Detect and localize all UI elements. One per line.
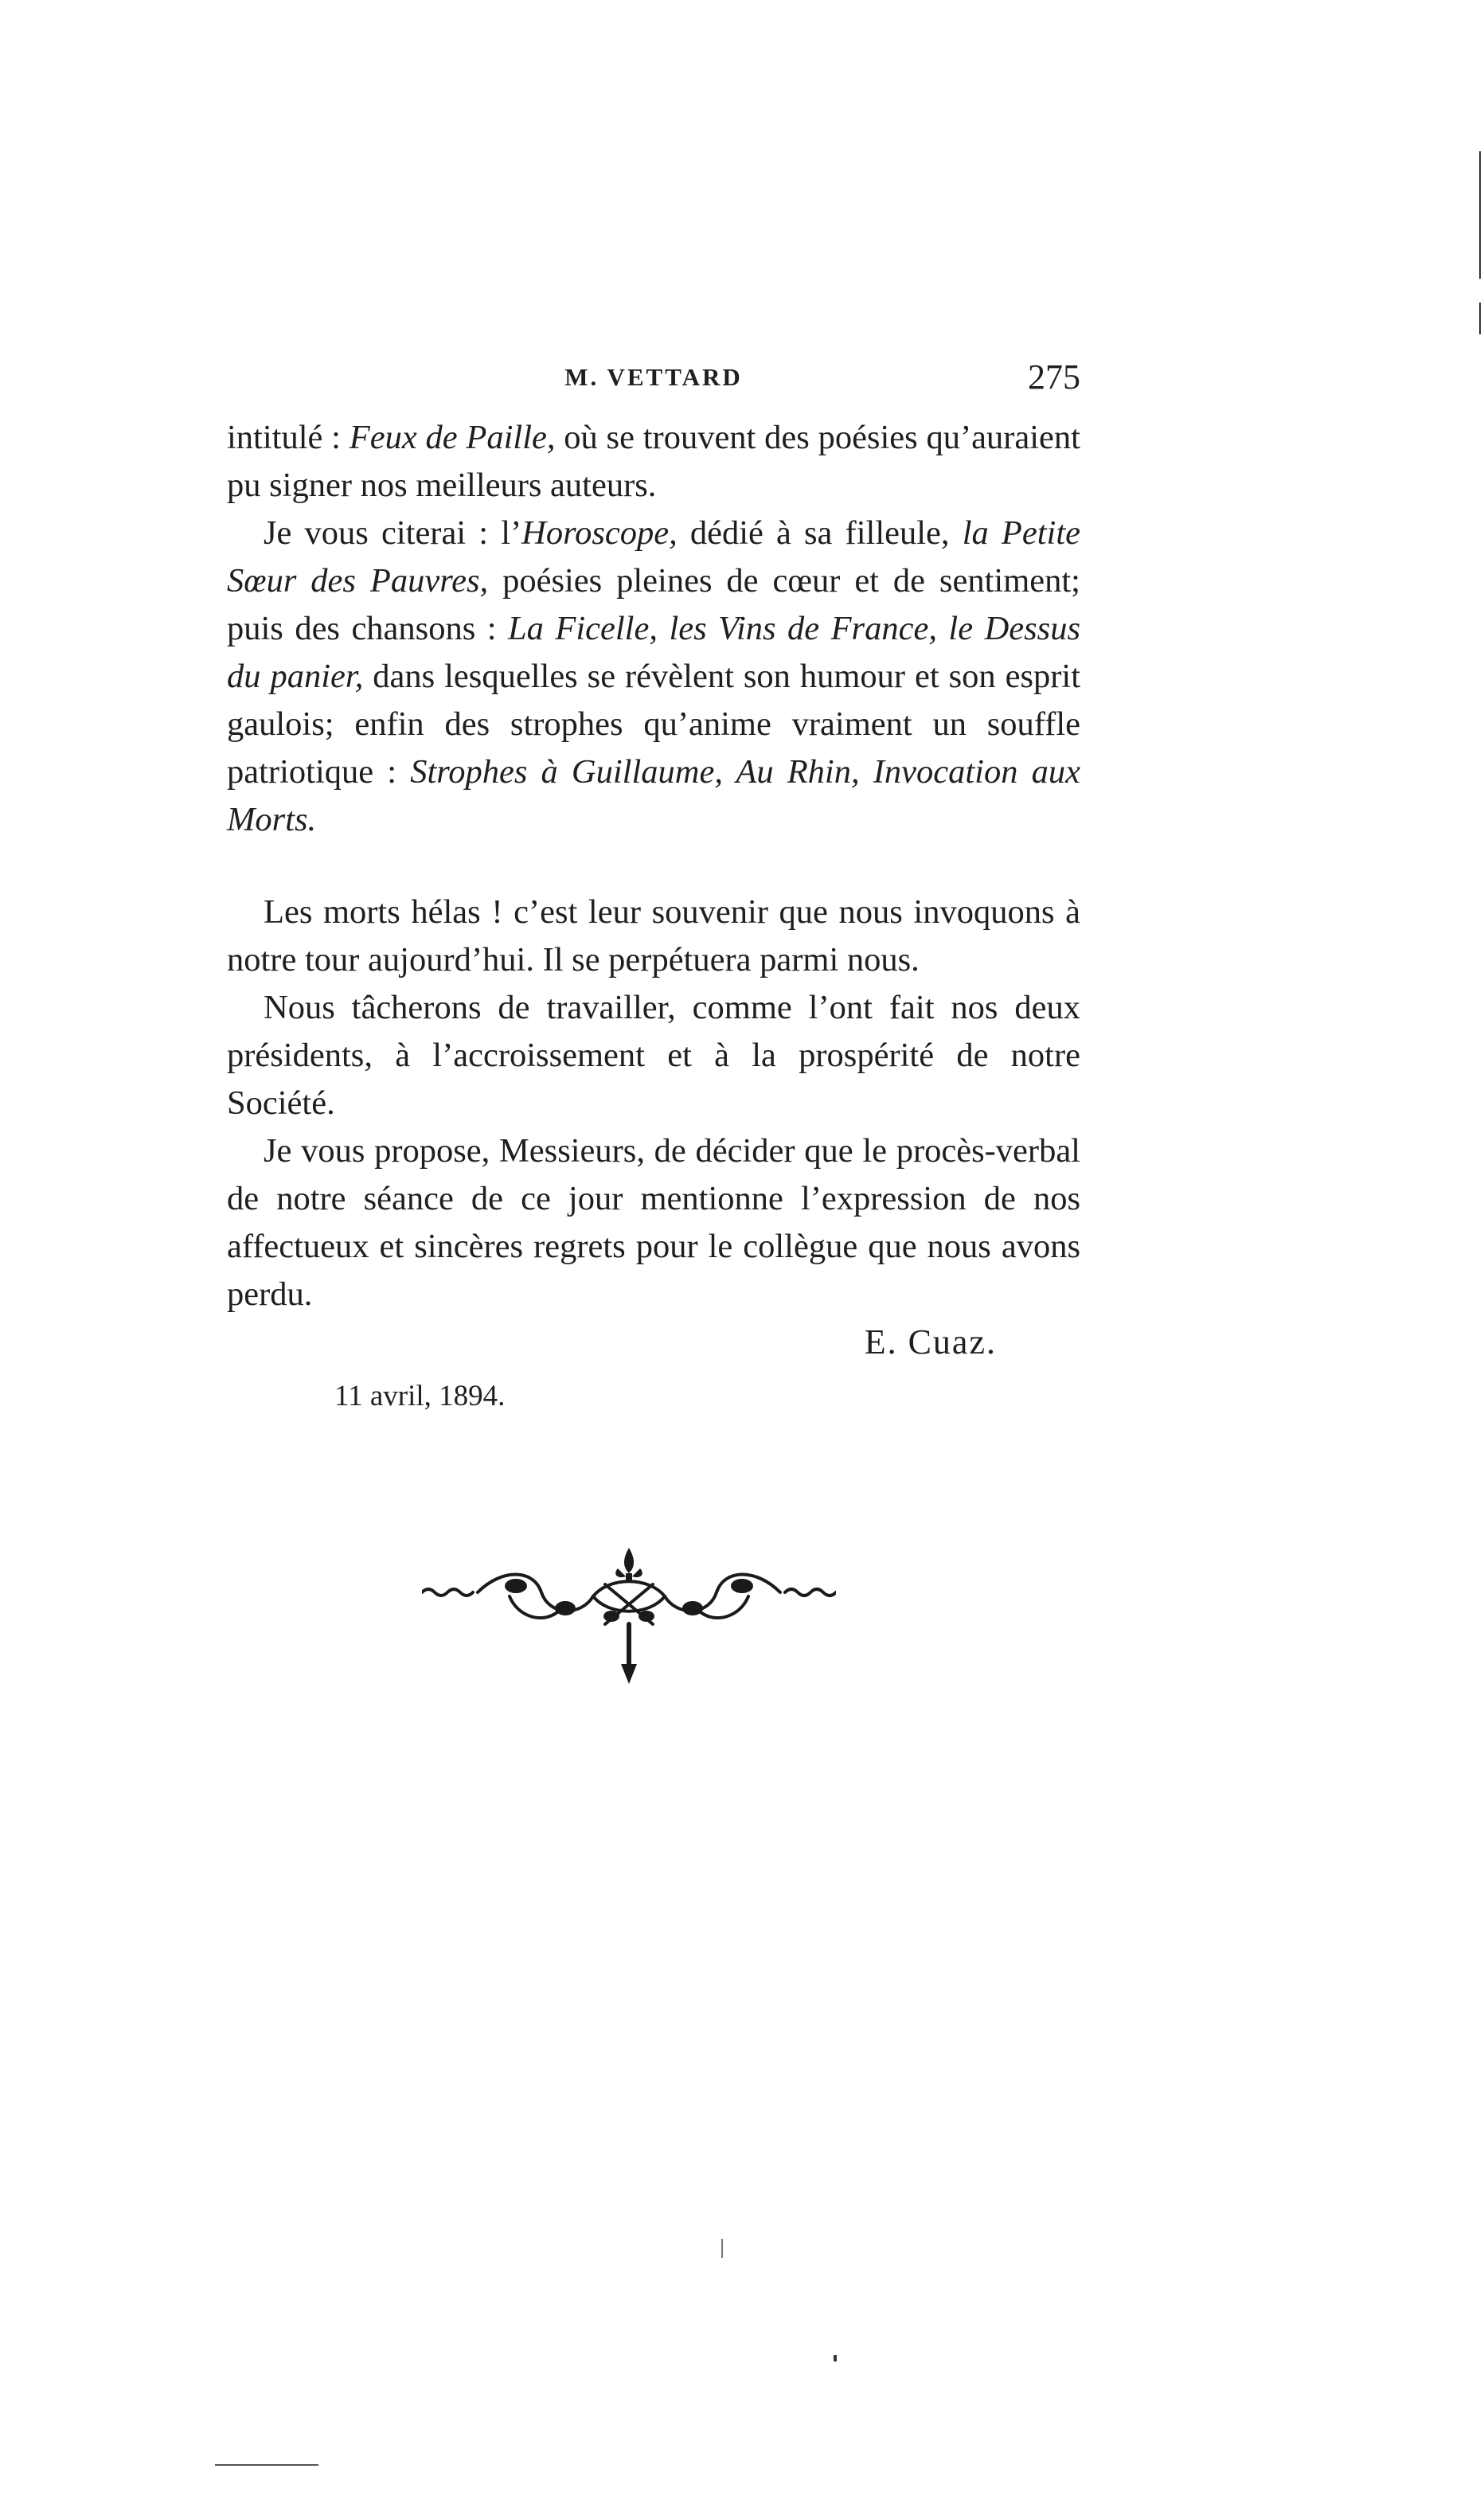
text-segment: poésies pleines de cœur et de sentiment; puis des chansons :: [227, 562, 1080, 647]
scan-edge-mark: [1479, 151, 1481, 279]
paragraph-citations: [227, 510, 1080, 844]
text-segment: Les morts hélas ! c’est leur souvenir que nous invoquons à notre tour aujourd’hui. Il se perpétuera parmi nous.: [227, 893, 1080, 978]
scan-edge-mark: [1479, 303, 1481, 334]
italic-title-segment: Strophes à Guillaume, Au Rhin, Invocation aux Morts.: [227, 753, 1081, 838]
scan-dot: [834, 2355, 837, 2361]
body-text: [227, 414, 1080, 1318]
running-title: M. VETTARD: [564, 363, 743, 391]
text-segment: où se trouvent des poésies qu’auraient pu signer nos meilleurs auteurs.: [227, 419, 1080, 504]
scan-dot: [721, 2239, 723, 2258]
text-segment: dédié à sa filleule,: [677, 514, 963, 552]
italic-title-segment: Horoscope,: [521, 514, 678, 552]
italic-title-segment: la Petite Sœur des Pauvres,: [227, 514, 1080, 600]
italic-title-segment: Feux de Paille,: [349, 419, 556, 456]
text-segment: Je vous citerai : l’: [264, 514, 522, 552]
paragraph-work: [227, 984, 1080, 1127]
paragraph-proposal: [227, 1127, 1080, 1318]
paragraph-continuation: [227, 414, 1080, 510]
page-number: 275: [1028, 357, 1080, 396]
scan-bottom-rule: [215, 2464, 318, 2466]
text-segment: Nous tâcherons de travailler, comme l’ont fait nos deux présidents, à l’accroissement et à la prospérité de notre Société.: [227, 989, 1080, 1122]
text-segment: Je vous propose, Messieurs, de décider que le procès-verbal de notre séance de ce jour mentionne l’expression de nos affectueux et sincères regrets pour le collègue que nous avons perdu.: [227, 1132, 1080, 1313]
running-head: [227, 350, 1080, 398]
signature: E. Cuaz.: [864, 1322, 997, 1361]
text-segment: intitulé :: [227, 419, 350, 456]
italic-title-segment: La Ficelle, les Vins de France, le Dessus du panier,: [227, 610, 1080, 695]
date-line: 11 avril, 1894.: [334, 1380, 506, 1412]
ornament-vignette: [422, 1537, 836, 1696]
paragraph-memory: [227, 889, 1080, 984]
text-segment: dans lesquelles se révèlent son humour et son esprit gaulois; enfin des strophes qu’anime vraiment un souffle patriotique :: [227, 658, 1081, 791]
